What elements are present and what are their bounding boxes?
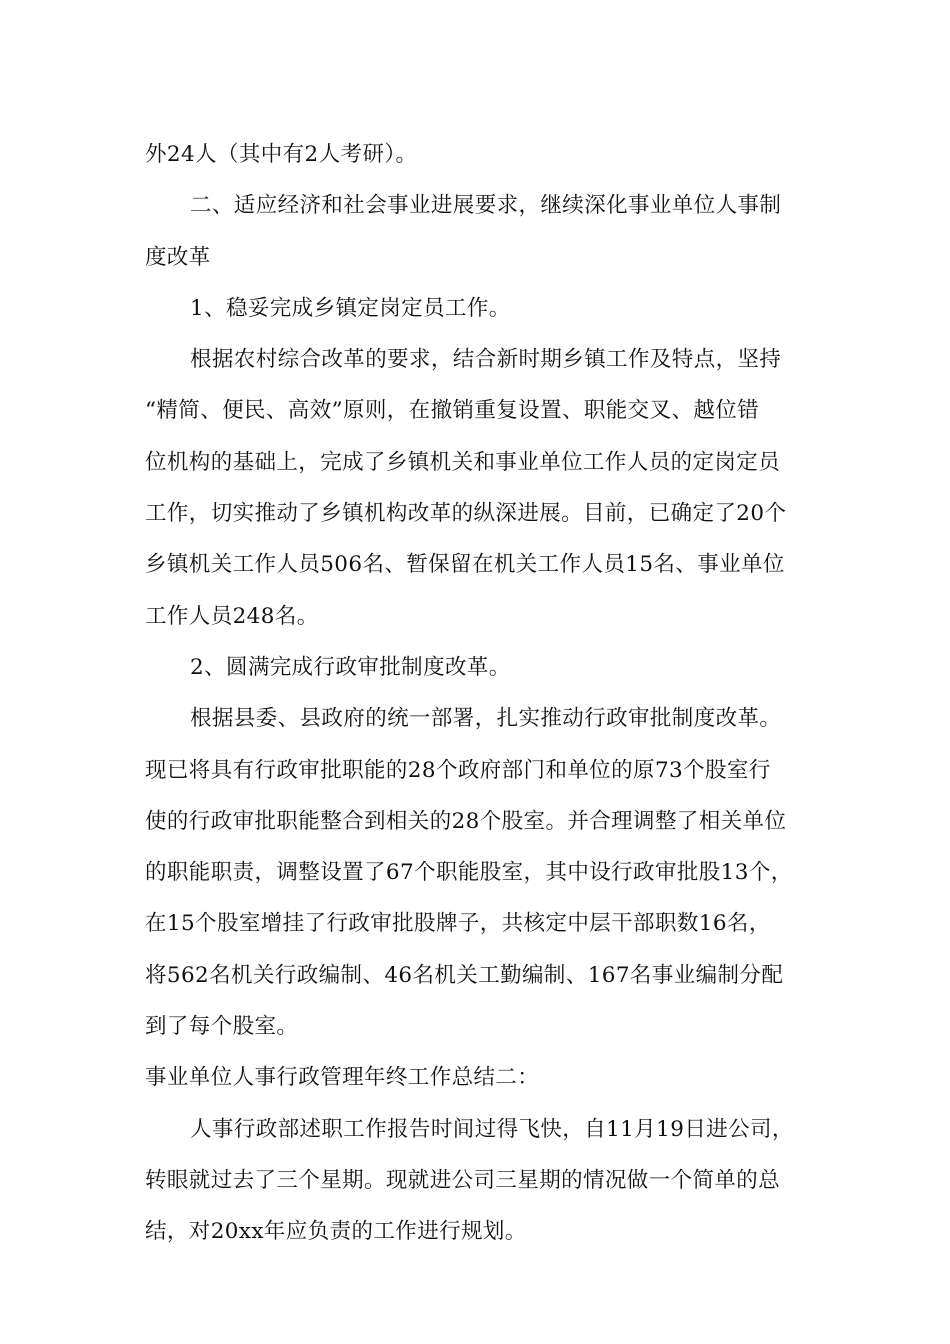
text-line: “精简、便民、高效”原则，在撤销重复设置、职能交叉、越位错 (145, 398, 760, 424)
text-line: 度改革 (145, 244, 211, 270)
text-line: 位机构的基础上，完成了乡镇机关和事业单位工作人员的定岗定员 (145, 449, 781, 475)
text-line: 人事行政部述职工作报告时间过得飞快，自11月19日进公司， (190, 1116, 794, 1142)
summary-title: 事业单位人事行政管理年终工作总结二： (145, 1065, 540, 1091)
section-heading: 二、适应经济和社会事业进展要求，继续深化事业单位人事制 (190, 193, 782, 219)
subsection-heading: 2、圆满完成行政审批制度改革。 (190, 654, 511, 680)
text-line: 根据农村综合改革的要求，结合新时期乡镇工作及特点，坚持 (190, 347, 782, 373)
text-line: 现已将具有行政审批职能的28个政府部门和单位的原73个股室行 (145, 757, 771, 783)
text-line: 结，对20xx年应负责的工作进行规划。 (145, 1219, 527, 1245)
subsection-heading: 1、稳妥完成乡镇定岗定员工作。 (190, 295, 511, 321)
text-line: 到了每个股室。 (145, 1014, 299, 1040)
text-line: 在15个股室增挂了行政审批股牌子，共核定中层干部职数16名， (145, 911, 771, 937)
document-body (145, 129, 810, 1258)
text-line: 根据县委、县政府的统一部署，扎实推动行政审批制度改革。 (190, 706, 782, 732)
text-line: 外24人（其中有2人考研）。 (145, 142, 418, 167)
text-line: 转眼就过去了三个星期。现就进公司三星期的情况做一个简单的总 (145, 1167, 781, 1193)
text-line: 将562名机关行政编制、46名机关工勤编制、167名事业编制分配 (145, 962, 784, 988)
text-line: 的职能职责，调整设置了67个职能股室，其中设行政审批股13个， (145, 860, 793, 886)
text-line: 工作，切实推动了乡镇机构改革的纵深进展。目前，已确定了20个 (145, 501, 787, 527)
text-line: 使的行政审批职能整合到相关的28个股室。并合理调整了相关单位 (145, 808, 787, 834)
text-line: 乡镇机关工作人员506名、暂保留在机关工作人员15名、事业单位 (145, 552, 785, 578)
text-line: 工作人员248名。 (145, 603, 319, 629)
